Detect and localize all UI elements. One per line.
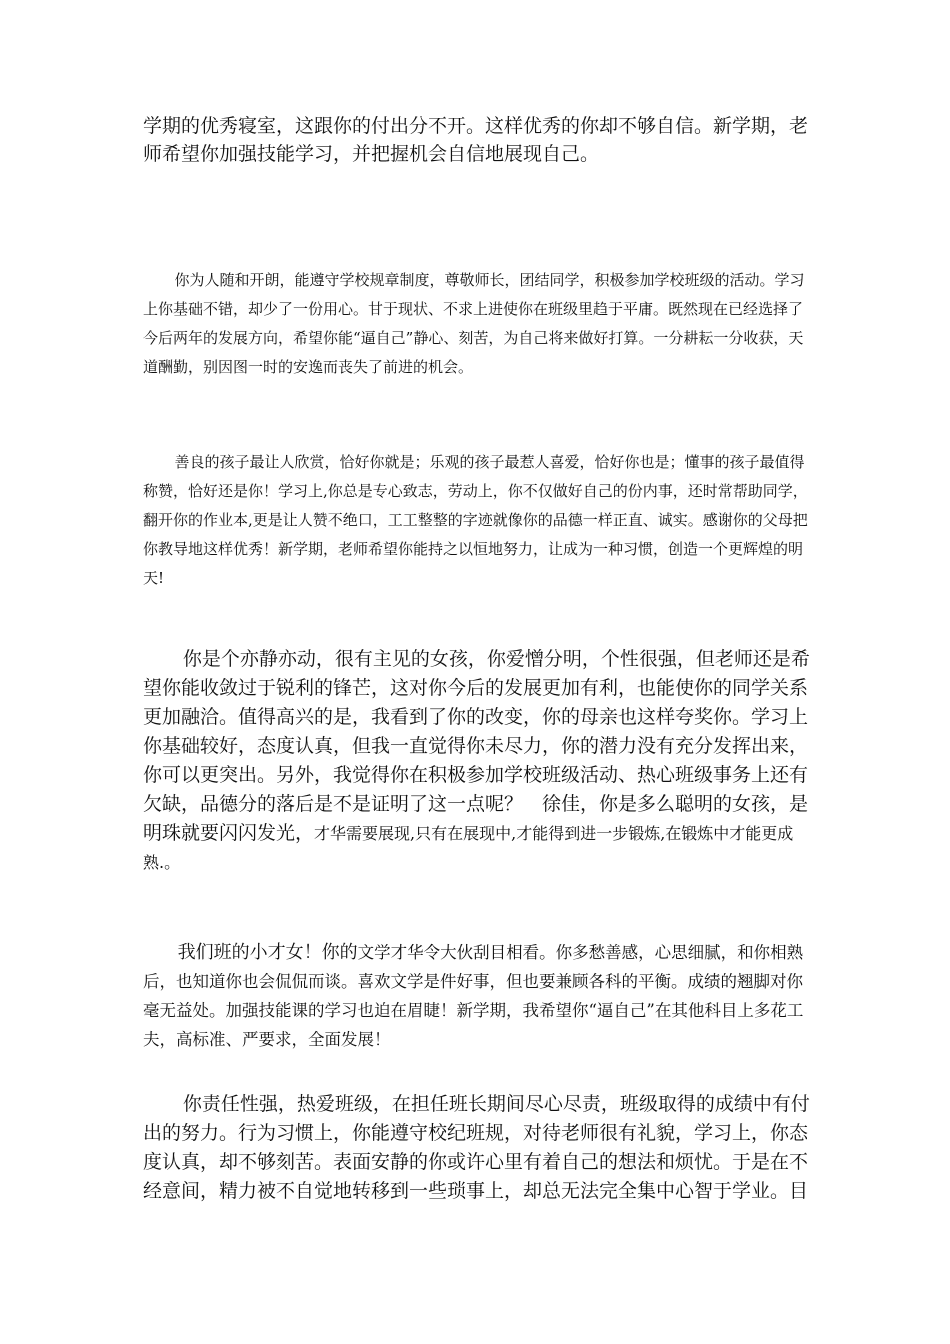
paragraph-5-rest: 文学才华令大伙刮目相看。你多愁善感，心思细腻，和你相熟后，也知道你也会侃侃而谈。喜欢文学是件好事，但也要兼顾各科的平衡。成绩的翘脚对你毫无益处。加强技能课的学习也迫在眉睫！新学期，我希望你“逼自己”在其他科目上多花工夫，高标准、严要求，全面发展！ <box>143 943 804 1049</box>
paragraph-5 <box>143 938 811 1054</box>
paragraph-2: 你为人随和开朗，能遵守学校规章制度，尊敬师长，团结同学，积极参加学校班级的活动。学习上你基础不错，却少了一份用心。甘于现状、不求上进使你在班级里趋于平庸。既然现在已经选择了今后两年的发展方向，希望你能“逼自己”静心、刻苦，为自己将来做好打算。一分耕耘一分收获，天道酬勤，别因图一时的安逸而丧失了前进的机会。 <box>143 271 805 376</box>
paragraph-4-main: 你是个亦静亦动，很有主见的女孩，你爱憎分明，个性很强，但老师还是希望你能收敛过于锐利的锋芒，这对你今后的发展更加有利，也能使你的同学关系更加融洽。值得高兴的是，我看到了你的改变，你的母亲也这样夸奖你。学习上你基础较好，态度认真，但我一直觉得你未尽力，你的潜力没有充分发挥出来，你可以更突出。另外，我觉得你在积极参加学校班级活动、热心班级事务上还有欠缺，品德分的落后是不是证明了这一点呢？ 徐佳，你是多么聪明的女孩，是明珠就要闪闪发光， <box>143 648 810 844</box>
paragraph-5-lead: 我们班的小才女！你的 <box>177 942 358 963</box>
paragraph-3: 善良的孩子最让人欣赏，恰好你就是；乐观的孩子最惹人喜爱，恰好你也是；懂事的孩子最值得称赞，恰好还是你！学习上,你总是专心致志，劳动上，你不仅做好自己的份内事，还时常帮助同学，翻开你的作业本,更是让人赞不绝口，工工整整的字迹就像你的品德一样正直、诚实。感谢你的父母把你教导地这样优秀！新学期，老师希望你能持之以恒地努力，让成为一种习惯，创造一个更辉煌的明天! <box>143 453 808 587</box>
paragraph-4 <box>143 645 811 877</box>
paragraph-6: 你责任性强，热爱班级，在担任班长期间尽心尽责，班级取得的成绩中有付出的努力。行为习惯上，你能遵守校纪班规，对待老师很有礼貌，学习上，你态度认真，却不够刻苦。表面安静的你或许心里有着自己的想法和烦忧。于是在不经意间，精力被不自觉地转移到一些琐事上，却总无法完全集中心智于学业。目 <box>143 1093 810 1202</box>
paragraph-4-tail: 才华需要展现,只有在展现中,才能得到进一步锻炼,在锻炼中才能更成熟.。 <box>143 824 794 872</box>
paragraph-1: 学期的优秀寝室，这跟你的付出分不开。这样优秀的你却不够自信。新学期，老师希望你加强技能学习，并把握机会自信地展现自己。 <box>143 115 809 165</box>
